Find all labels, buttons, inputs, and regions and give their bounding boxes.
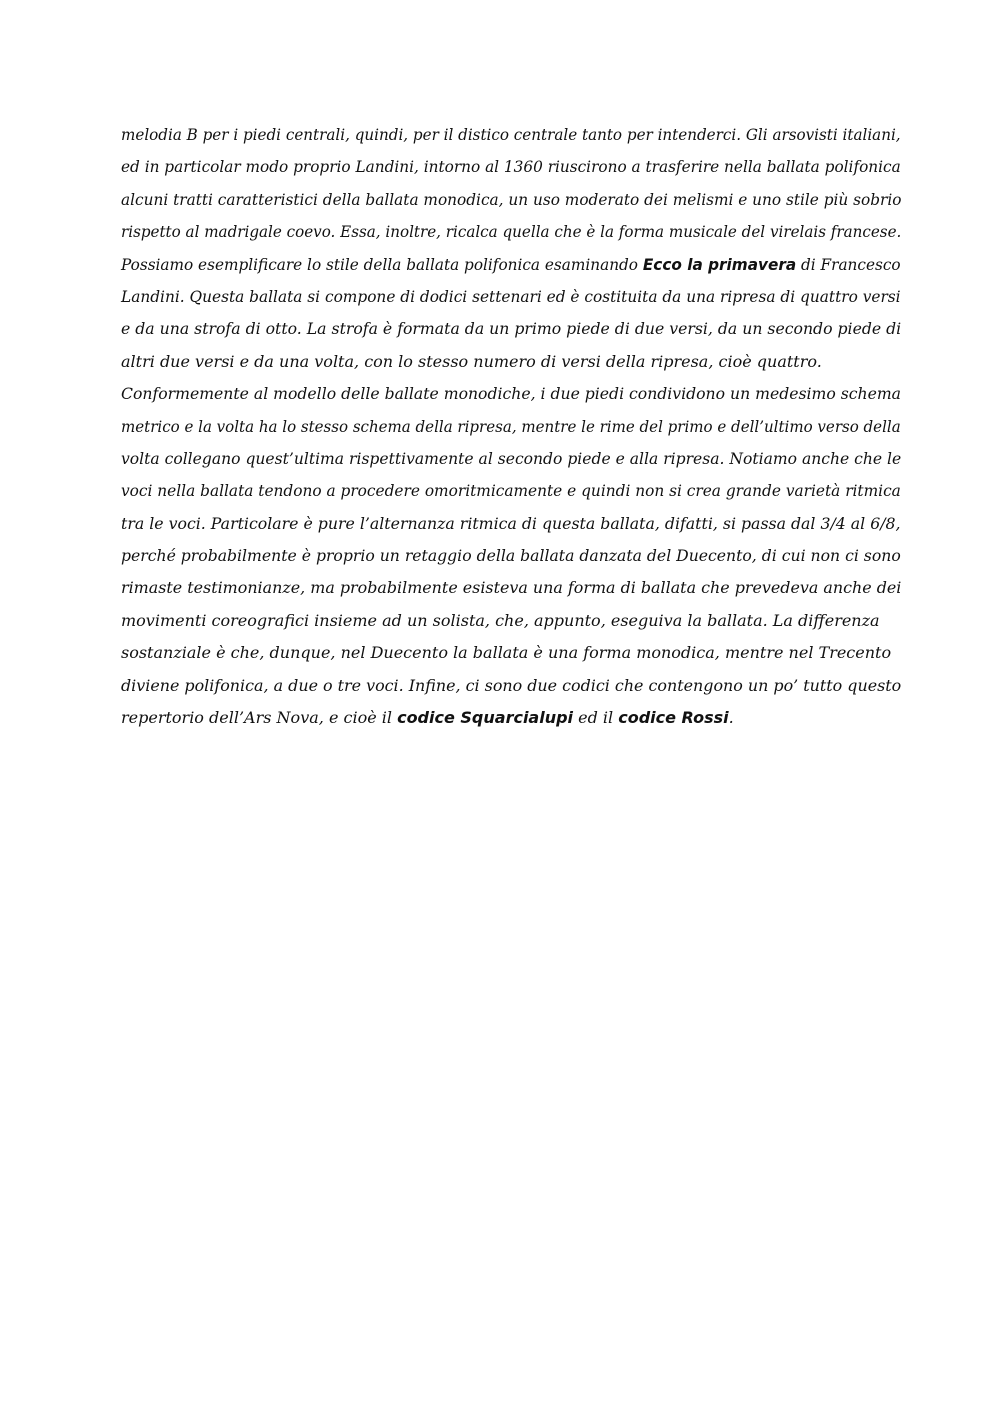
text-segment: diviene polifonica, a due o tre voci. Infine, ci sono due codici che contengono un po’ tutto questo [121, 675, 902, 695]
text-line [121, 184, 902, 216]
text-segment: voci nella ballata tendono a procedere omoritmicamente e quindi non si crea grande varietà ritmica [121, 481, 901, 501]
text-line [121, 637, 901, 669]
text-segment: rimaste testimonianze, ma probabilmente esisteva una forma di ballata che prevedeva anche dei [121, 578, 902, 598]
text-line [121, 216, 902, 248]
text-segment: melodia B per i piedi centrali, quindi, per il distico centrale tanto per intenderci. Gli arsovisti italiani, [121, 125, 901, 144]
text-segment: alcuni tratti caratteristici della ballata monodica, un uso moderato dei melismi e uno stile più sobrio [121, 189, 902, 209]
text-segment: di Francesco [796, 254, 901, 274]
text-segment: Conformemente al modello delle ballate monodiche, i due piedi condividono un medesimo schema [121, 384, 901, 404]
text-segment: . [728, 708, 734, 728]
bold-title-text: codice Rossi [618, 708, 729, 728]
bold-title-text: codice Squarcialupi [397, 708, 574, 728]
text-segment: e da una strofa di otto. La strofa è formata da un primo piede di due versi, da un secondo piede di [121, 319, 902, 339]
text-line [121, 443, 902, 475]
text-line [121, 346, 901, 378]
text-segment: Landini. Questa ballata si compone di dodici settenari ed è costituita da una ripresa di quattro versi [121, 286, 901, 306]
text-line [121, 151, 901, 183]
text-line [121, 508, 901, 540]
text-segment: movimenti coreografici insieme ad un solista, che, appunto, eseguiva la ballata. La differenza [121, 610, 880, 630]
text-line [121, 572, 902, 604]
text-segment: sostanziale è che, dunque, nel Duecento la ballata è una forma monodica, mentre nel Trecento [121, 643, 892, 663]
text-segment: metrico e la volta ha lo stesso schema della ripresa, mentre le rime del primo e dell’ultimo verso della [121, 416, 901, 436]
text-line [121, 411, 901, 443]
text-line [121, 540, 901, 572]
text-line [121, 605, 901, 637]
body-paragraph [121, 119, 901, 734]
text-segment: ed il [573, 708, 619, 728]
text-line [121, 119, 901, 151]
text-line [121, 378, 901, 410]
text-line [121, 475, 901, 507]
text-segment: perché probabilmente è proprio un retaggio della ballata danzata del Duecento, di cui non ci sono [121, 546, 901, 566]
text-line [121, 670, 902, 702]
text-line [121, 249, 901, 281]
text-segment: ed in particolar modo proprio Landini, intorno al 1360 riuscirono a trasferire nella ballata polifonica [121, 157, 901, 177]
text-segment: rispetto al madrigale coevo. Essa, inoltre, ricalca quella che è la forma musicale del virelais francese. [121, 222, 902, 242]
bold-title-text: Ecco la primavera [642, 254, 797, 274]
text-line [121, 313, 902, 345]
text-segment: volta collegano quest’ultima rispettivamente al secondo piede e alla ripresa. Notiamo anche che le [121, 448, 902, 468]
text-line [121, 281, 901, 313]
text-segment: tra le voci. Particolare è pure l’alternanza ritmica di questa ballata, difatti, si passa dal 3/4 al 6/8, [121, 513, 901, 533]
text-segment: Possiamo esemplificare lo stile della ballata polifonica esaminando [121, 254, 643, 274]
text-segment: repertorio dell’Ars Nova, e cioè il [121, 708, 398, 728]
text-line [121, 702, 901, 734]
text-segment: altri due versi e da una volta, con lo stesso numero di versi della ripresa, cioè quattro. [121, 351, 822, 371]
